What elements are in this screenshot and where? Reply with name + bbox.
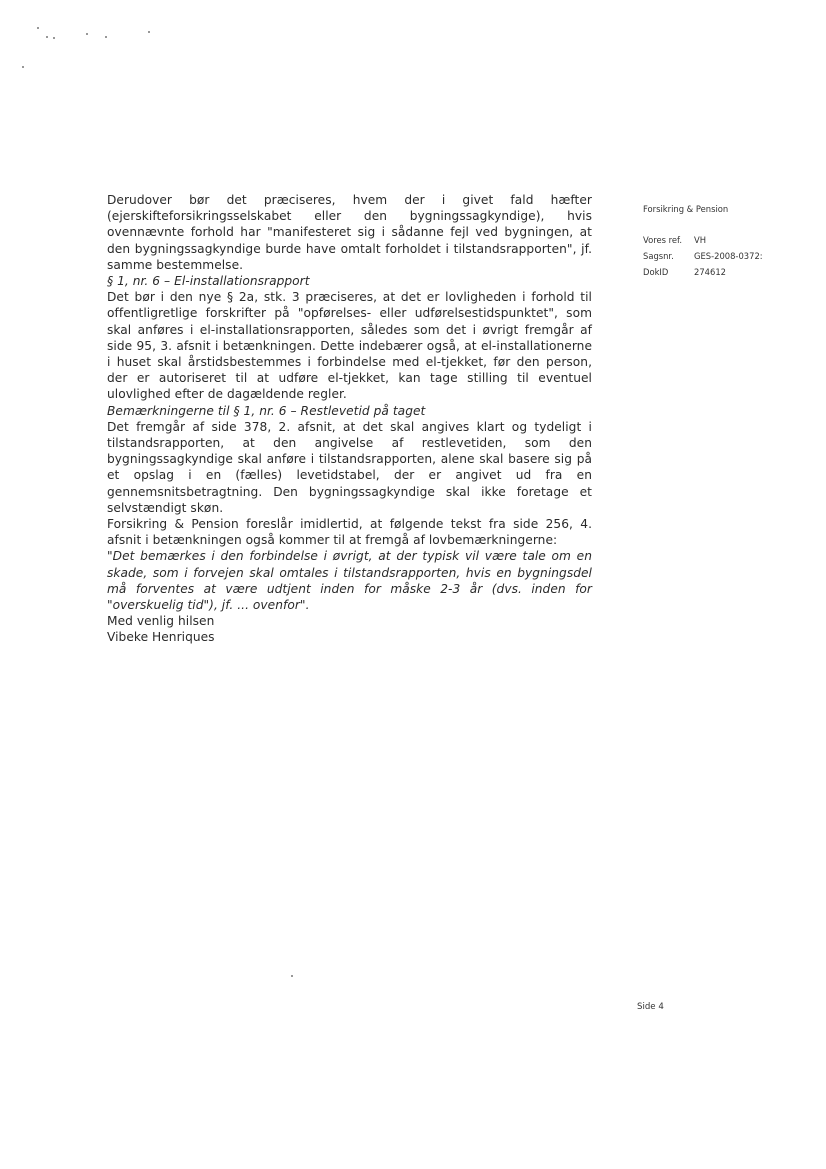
ref-label: Vores ref. [643, 235, 683, 245]
paragraph-remaining-lifetime: Det fremgår af side 378, 2. afsnit, at det skal angives klart og tydeligt i tilstandsrapporten, at den angivelse af restlevetiden, som den bygningssagkyndige skal anføre i tilstandsrapporten, alene skal basere sig på et opslag i en (fælles) levetidstabel, der er angivet ud fra en gennemsnitsbetragtning. Den bygningssagkyndige skal ikke foretage et selvstændigt skøn. [107, 419, 592, 515]
ref-value: 274612 [694, 267, 726, 277]
reference-sidebar [643, 203, 823, 282]
ref-label: DokID [643, 267, 669, 277]
ref-value: GES-2008-0372: [694, 251, 763, 261]
ref-row-our-ref [643, 234, 823, 246]
quoted-text: "Det bemærkes i den forbindelse i øvrigt, at der typisk vil være tale om en skade, som i forvejen skal omtales i tilstandsrapporten, hvis en bygningsdel må forventes at være udtjent inden for måske 2-3 år (dvs. inden for "overskuelig tid"), jf. ... ovenfor". [107, 549, 592, 613]
section-heading-el-installation: § 1, nr. 6 – El-installationsrapport [107, 274, 310, 289]
sender-organization: Forsikring & Pension [643, 204, 729, 214]
section-heading-remaining-lifetime: Bemærkningerne til § 1, nr. 6 – Restlevetid på taget [107, 403, 426, 418]
closing-greeting: Med venlig hilsen [107, 614, 215, 629]
paragraph-liability: Derudover bør det præciseres, hvem der i givet fald hæfter (ejerskifteforsikringsselskabet eller den bygningssagkyndige), hvis ovennævnte forhold har "manifesteret sig i sådanne fejl ved bygningen, at den bygningssagkyndige burde have omtalt forholdet i tilstandsrapporten", jf. samme bestemmelse. [107, 193, 592, 272]
ref-label: Sagsnr. [643, 251, 674, 261]
paragraph-proposal: Forsikring & Pension foreslår imidlertid, at følgende tekst fra side 256, 4. afsnit i betænkningen også kommer til at fremgå af lovbemærkningerne: [107, 517, 592, 548]
ref-row-document-id [643, 266, 823, 278]
page-number: Side 4 [637, 1002, 664, 1012]
signature-name: Vibeke Henriques [107, 630, 215, 645]
letter-body [107, 192, 592, 646]
ref-value: VH [694, 235, 707, 245]
paragraph-el-installation: Det bør i den nye § 2a, stk. 3 præciseres, at det er lovligheden i forhold til offentligretlige forskrifter på "opførelses- eller udførelsestidspunktet", som skal anføres i el-installationsrapporten, således som det i øvrigt fremgår af side 95, 3. afsnit i betænkningen. Dette indebærer også, at el-installationerne i huset skal årstidsbestemmes i forbindelse med el-tjekket, før den person, der er autoriseret til at udføre el-tjekket, kan tage stilling til eventuel ulovlighed efter de dagældende regler. [107, 290, 592, 402]
ref-row-case-number [643, 250, 823, 262]
